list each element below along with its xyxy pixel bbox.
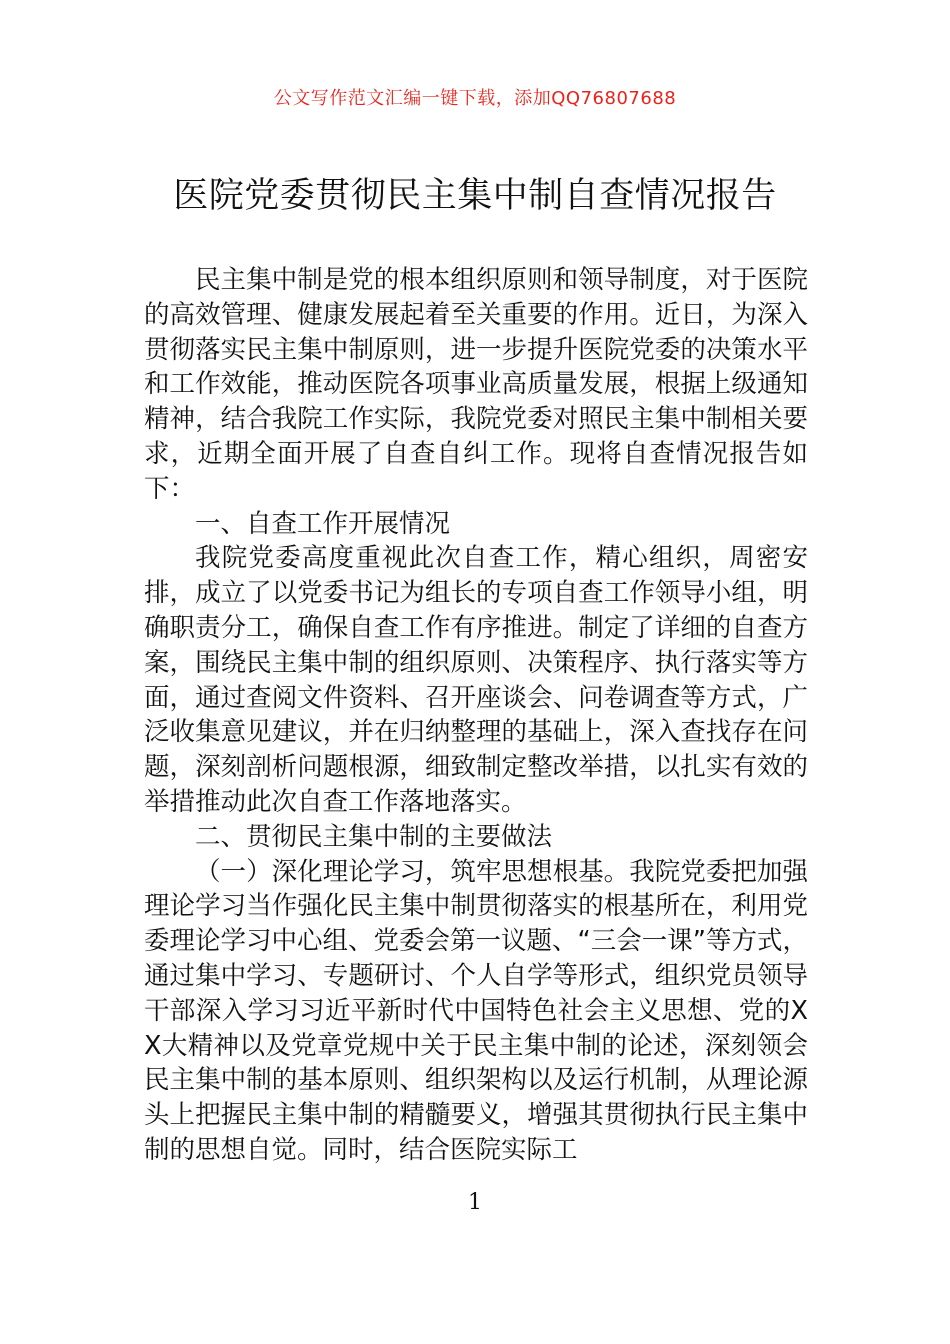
page-number: 1: [468, 1190, 482, 1215]
download-banner: 公文写作范文汇编一键下载，添加QQ76807688: [273, 88, 677, 109]
section-heading-1: 一、自查工作开展情况: [195, 508, 451, 539]
document-title: 医院党委贯彻民主集中制自查情况报告: [173, 176, 777, 216]
document-body: [144, 263, 808, 1168]
section-heading-2: 二、贯彻民主集中制的主要做法: [195, 821, 553, 852]
section-1-paragraph: 我院党委高度重视此次自查工作，精心组织，周密安排，成立了以党委书记为组长的专项自查工作领导小组，明确职责分工，确保自查工作有序推进。制定了详细的自查方案，围绕民主集中制的组织原则、决策程序、执行落实等方面，通过查阅文件资料、召开座谈会、问卷调查等方式，广泛收集意见建议，并在归纳整理的基础上，深入查找存在问题，深刻剖析问题根源，细致制定整改举措，以扎实有效的举措推动此次自查工作落地落实。: [144, 543, 808, 817]
intro-paragraph: 民主集中制是党的根本组织原则和领导制度，对于医院的高效管理、健康发展起着至关重要的作用。近日，为深入贯彻落实民主集中制原则，进一步提升医院党委的决策水平和工作效能，推动医院各项事业高质量发展，根据上级通知精神，结合我院工作实际，我院党委对照民主集中制相关要求，近期全面开展了自查自纠工作。现将自查情况报告如下：: [144, 265, 808, 504]
section-2-paragraph: （一）深化理论学习，筑牢思想根基。我院党委把加强理论学习当作强化民主集中制贯彻落实的根基所在，利用党委理论学习中心组、党委会第一议题、“三会一课”等方式，通过集中学习、专题研讨、个人自学等形式，组织党员领导干部深入学习习近平新时代中国特色社会主义思想、党的XX大精神以及党章党规中关于民主集中制的论述，深刻领会民主集中制的基本原则、组织架构以及运行机制，从理论源头上把握民主集中制的精髓要义，增强其贯彻执行民主集中制的思想自觉。同时，结合医院实际工: [144, 856, 808, 1165]
